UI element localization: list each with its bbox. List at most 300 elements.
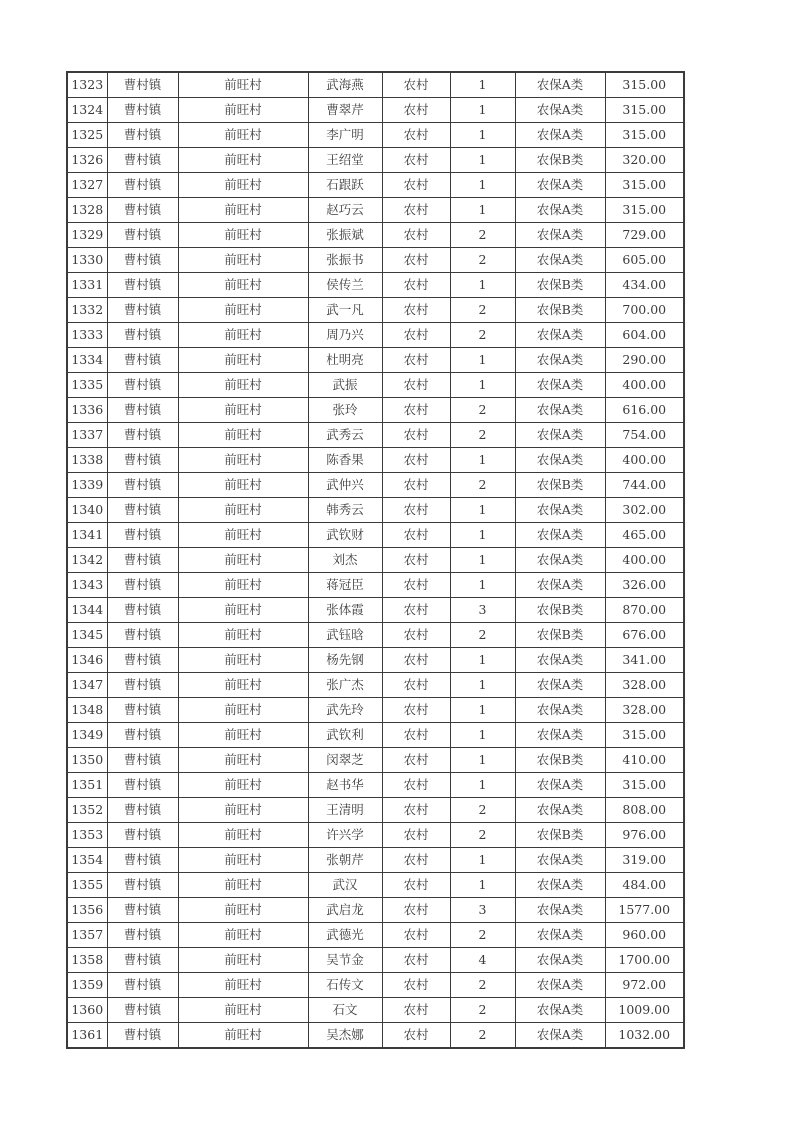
cell-village: 前旺村 — [178, 648, 308, 673]
cell-serial-number: 1327 — [67, 173, 107, 198]
cell-residence-type: 农村 — [382, 748, 450, 773]
cell-residence-type: 农村 — [382, 1023, 450, 1049]
cell-serial-number: 1337 — [67, 423, 107, 448]
cell-town: 曹村镇 — [107, 648, 178, 673]
cell-name: 侯传兰 — [308, 273, 382, 298]
cell-person-count: 1 — [450, 723, 515, 748]
cell-name: 赵巧云 — [308, 198, 382, 223]
cell-amount: 1032.00 — [605, 1023, 684, 1049]
cell-insurance-category: 农保A类 — [515, 973, 605, 998]
table-row — [67, 173, 684, 198]
cell-serial-number: 1340 — [67, 498, 107, 523]
table-row — [67, 98, 684, 123]
cell-village: 前旺村 — [178, 898, 308, 923]
cell-person-count: 2 — [450, 923, 515, 948]
table-row — [67, 898, 684, 923]
cell-village: 前旺村 — [178, 573, 308, 598]
cell-insurance-category: 农保A类 — [515, 898, 605, 923]
cell-serial-number: 1359 — [67, 973, 107, 998]
cell-village: 前旺村 — [178, 173, 308, 198]
cell-village: 前旺村 — [178, 98, 308, 123]
cell-town: 曹村镇 — [107, 873, 178, 898]
cell-amount: 744.00 — [605, 473, 684, 498]
cell-serial-number: 1351 — [67, 773, 107, 798]
cell-name: 杜明亮 — [308, 348, 382, 373]
cell-village: 前旺村 — [178, 323, 308, 348]
cell-name: 张体霞 — [308, 598, 382, 623]
cell-residence-type: 农村 — [382, 648, 450, 673]
cell-insurance-category: 农保B类 — [515, 823, 605, 848]
cell-serial-number: 1358 — [67, 948, 107, 973]
cell-person-count: 1 — [450, 548, 515, 573]
cell-person-count: 1 — [450, 198, 515, 223]
cell-person-count: 2 — [450, 248, 515, 273]
cell-town: 曹村镇 — [107, 473, 178, 498]
cell-insurance-category: 农保A类 — [515, 848, 605, 873]
cell-town: 曹村镇 — [107, 573, 178, 598]
cell-residence-type: 农村 — [382, 623, 450, 648]
cell-village: 前旺村 — [178, 848, 308, 873]
cell-serial-number: 1346 — [67, 648, 107, 673]
cell-residence-type: 农村 — [382, 473, 450, 498]
cell-serial-number: 1344 — [67, 598, 107, 623]
cell-name: 武启龙 — [308, 898, 382, 923]
cell-insurance-category: 农保A类 — [515, 348, 605, 373]
cell-serial-number: 1336 — [67, 398, 107, 423]
cell-village: 前旺村 — [178, 973, 308, 998]
cell-insurance-category: 农保A类 — [515, 798, 605, 823]
cell-residence-type: 农村 — [382, 898, 450, 923]
cell-insurance-category: 农保A类 — [515, 423, 605, 448]
cell-amount: 1577.00 — [605, 898, 684, 923]
cell-person-count: 2 — [450, 798, 515, 823]
cell-residence-type: 农村 — [382, 223, 450, 248]
cell-serial-number: 1328 — [67, 198, 107, 223]
cell-town: 曹村镇 — [107, 623, 178, 648]
cell-town: 曹村镇 — [107, 223, 178, 248]
pension-roster-table-container — [66, 71, 683, 1049]
cell-insurance-category: 农保A类 — [515, 248, 605, 273]
table-body — [67, 72, 684, 1048]
cell-amount: 328.00 — [605, 673, 684, 698]
cell-town: 曹村镇 — [107, 348, 178, 373]
cell-serial-number: 1323 — [67, 72, 107, 98]
cell-name: 陈香果 — [308, 448, 382, 473]
cell-village: 前旺村 — [178, 998, 308, 1023]
cell-person-count: 1 — [450, 573, 515, 598]
cell-village: 前旺村 — [178, 873, 308, 898]
cell-insurance-category: 农保A类 — [515, 1023, 605, 1049]
table-row — [67, 123, 684, 148]
cell-amount: 320.00 — [605, 148, 684, 173]
cell-town: 曹村镇 — [107, 173, 178, 198]
cell-amount: 326.00 — [605, 573, 684, 598]
cell-amount: 1700.00 — [605, 948, 684, 973]
cell-name: 赵书华 — [308, 773, 382, 798]
cell-insurance-category: 农保A类 — [515, 323, 605, 348]
table-row — [67, 248, 684, 273]
cell-person-count: 1 — [450, 173, 515, 198]
cell-person-count: 2 — [450, 223, 515, 248]
table-row — [67, 673, 684, 698]
cell-village: 前旺村 — [178, 298, 308, 323]
cell-residence-type: 农村 — [382, 423, 450, 448]
cell-village: 前旺村 — [178, 523, 308, 548]
cell-residence-type: 农村 — [382, 448, 450, 473]
cell-town: 曹村镇 — [107, 498, 178, 523]
cell-village: 前旺村 — [178, 773, 308, 798]
cell-insurance-category: 农保A类 — [515, 948, 605, 973]
table-row — [67, 698, 684, 723]
cell-person-count: 1 — [450, 348, 515, 373]
cell-residence-type: 农村 — [382, 823, 450, 848]
cell-name: 武仲兴 — [308, 473, 382, 498]
cell-village: 前旺村 — [178, 623, 308, 648]
cell-person-count: 1 — [450, 148, 515, 173]
table-row — [67, 948, 684, 973]
table-row — [67, 548, 684, 573]
cell-name: 武海燕 — [308, 72, 382, 98]
cell-amount: 700.00 — [605, 298, 684, 323]
cell-serial-number: 1334 — [67, 348, 107, 373]
cell-name: 张玲 — [308, 398, 382, 423]
cell-serial-number: 1339 — [67, 473, 107, 498]
cell-insurance-category: 农保A类 — [515, 448, 605, 473]
cell-person-count: 1 — [450, 748, 515, 773]
cell-name: 张朝芹 — [308, 848, 382, 873]
cell-village: 前旺村 — [178, 198, 308, 223]
table-row — [67, 423, 684, 448]
cell-person-count: 3 — [450, 598, 515, 623]
cell-serial-number: 1342 — [67, 548, 107, 573]
table-row — [67, 623, 684, 648]
cell-person-count: 1 — [450, 698, 515, 723]
cell-name: 石传文 — [308, 973, 382, 998]
cell-residence-type: 农村 — [382, 398, 450, 423]
cell-person-count: 1 — [450, 448, 515, 473]
cell-residence-type: 农村 — [382, 573, 450, 598]
cell-town: 曹村镇 — [107, 298, 178, 323]
cell-insurance-category: 农保A类 — [515, 723, 605, 748]
cell-amount: 808.00 — [605, 798, 684, 823]
cell-serial-number: 1356 — [67, 898, 107, 923]
cell-person-count: 1 — [450, 773, 515, 798]
cell-village: 前旺村 — [178, 823, 308, 848]
cell-name: 武德光 — [308, 923, 382, 948]
cell-name: 石文 — [308, 998, 382, 1023]
cell-insurance-category: 农保B类 — [515, 298, 605, 323]
cell-person-count: 2 — [450, 323, 515, 348]
table-row — [67, 273, 684, 298]
cell-insurance-category: 农保A类 — [515, 498, 605, 523]
cell-amount: 616.00 — [605, 398, 684, 423]
cell-residence-type: 农村 — [382, 148, 450, 173]
cell-town: 曹村镇 — [107, 198, 178, 223]
cell-amount: 302.00 — [605, 498, 684, 523]
cell-village: 前旺村 — [178, 598, 308, 623]
cell-insurance-category: 农保B类 — [515, 623, 605, 648]
table-row — [67, 473, 684, 498]
cell-village: 前旺村 — [178, 348, 308, 373]
cell-amount: 484.00 — [605, 873, 684, 898]
cell-insurance-category: 农保A类 — [515, 398, 605, 423]
cell-amount: 315.00 — [605, 123, 684, 148]
cell-residence-type: 农村 — [382, 848, 450, 873]
cell-residence-type: 农村 — [382, 373, 450, 398]
cell-village: 前旺村 — [178, 698, 308, 723]
cell-village: 前旺村 — [178, 798, 308, 823]
cell-serial-number: 1338 — [67, 448, 107, 473]
cell-town: 曹村镇 — [107, 598, 178, 623]
cell-town: 曹村镇 — [107, 548, 178, 573]
cell-person-count: 2 — [450, 973, 515, 998]
cell-serial-number: 1330 — [67, 248, 107, 273]
cell-name: 武钦财 — [308, 523, 382, 548]
cell-amount: 400.00 — [605, 373, 684, 398]
cell-serial-number: 1345 — [67, 623, 107, 648]
cell-town: 曹村镇 — [107, 423, 178, 448]
cell-residence-type: 农村 — [382, 323, 450, 348]
cell-name: 武先玲 — [308, 698, 382, 723]
cell-serial-number: 1341 — [67, 523, 107, 548]
cell-name: 石跟跃 — [308, 173, 382, 198]
cell-serial-number: 1331 — [67, 273, 107, 298]
cell-person-count: 1 — [450, 123, 515, 148]
cell-village: 前旺村 — [178, 548, 308, 573]
cell-town: 曹村镇 — [107, 923, 178, 948]
cell-residence-type: 农村 — [382, 348, 450, 373]
table-row — [67, 573, 684, 598]
cell-serial-number: 1332 — [67, 298, 107, 323]
cell-amount: 960.00 — [605, 923, 684, 948]
cell-residence-type: 农村 — [382, 273, 450, 298]
cell-insurance-category: 农保A类 — [515, 923, 605, 948]
cell-residence-type: 农村 — [382, 123, 450, 148]
cell-name: 武一凡 — [308, 298, 382, 323]
cell-town: 曹村镇 — [107, 448, 178, 473]
cell-residence-type: 农村 — [382, 173, 450, 198]
cell-name: 张振书 — [308, 248, 382, 273]
table-row — [67, 748, 684, 773]
table-row — [67, 598, 684, 623]
cell-village: 前旺村 — [178, 148, 308, 173]
cell-serial-number: 1352 — [67, 798, 107, 823]
cell-amount: 604.00 — [605, 323, 684, 348]
cell-name: 周乃兴 — [308, 323, 382, 348]
cell-village: 前旺村 — [178, 448, 308, 473]
cell-amount: 328.00 — [605, 698, 684, 723]
cell-name: 吴杰娜 — [308, 1023, 382, 1049]
cell-residence-type: 农村 — [382, 723, 450, 748]
cell-town: 曹村镇 — [107, 273, 178, 298]
cell-village: 前旺村 — [178, 748, 308, 773]
table-row — [67, 223, 684, 248]
cell-village: 前旺村 — [178, 723, 308, 748]
cell-person-count: 1 — [450, 373, 515, 398]
cell-village: 前旺村 — [178, 398, 308, 423]
cell-amount: 605.00 — [605, 248, 684, 273]
cell-residence-type: 农村 — [382, 498, 450, 523]
cell-town: 曹村镇 — [107, 123, 178, 148]
cell-amount: 976.00 — [605, 823, 684, 848]
cell-person-count: 2 — [450, 998, 515, 1023]
table-row — [67, 198, 684, 223]
cell-village: 前旺村 — [178, 72, 308, 98]
cell-insurance-category: 农保A类 — [515, 648, 605, 673]
cell-residence-type: 农村 — [382, 548, 450, 573]
cell-person-count: 1 — [450, 498, 515, 523]
cell-town: 曹村镇 — [107, 823, 178, 848]
cell-serial-number: 1354 — [67, 848, 107, 873]
cell-person-count: 1 — [450, 648, 515, 673]
cell-serial-number: 1349 — [67, 723, 107, 748]
table-row — [67, 348, 684, 373]
cell-village: 前旺村 — [178, 673, 308, 698]
cell-person-count: 2 — [450, 298, 515, 323]
cell-residence-type: 农村 — [382, 698, 450, 723]
cell-insurance-category: 农保A类 — [515, 123, 605, 148]
cell-town: 曹村镇 — [107, 848, 178, 873]
cell-residence-type: 农村 — [382, 673, 450, 698]
table-row — [67, 398, 684, 423]
table-row — [67, 998, 684, 1023]
table-row — [67, 823, 684, 848]
cell-person-count: 1 — [450, 273, 515, 298]
table-row — [67, 773, 684, 798]
cell-insurance-category: 农保A类 — [515, 223, 605, 248]
cell-amount: 315.00 — [605, 773, 684, 798]
cell-residence-type: 农村 — [382, 298, 450, 323]
cell-town: 曹村镇 — [107, 748, 178, 773]
table-row — [67, 72, 684, 98]
cell-person-count: 2 — [450, 398, 515, 423]
cell-amount: 972.00 — [605, 973, 684, 998]
cell-amount: 315.00 — [605, 723, 684, 748]
cell-amount: 290.00 — [605, 348, 684, 373]
cell-serial-number: 1347 — [67, 673, 107, 698]
cell-village: 前旺村 — [178, 273, 308, 298]
cell-town: 曹村镇 — [107, 72, 178, 98]
cell-person-count: 1 — [450, 523, 515, 548]
table-row — [67, 523, 684, 548]
cell-serial-number: 1324 — [67, 98, 107, 123]
cell-amount: 315.00 — [605, 173, 684, 198]
cell-amount: 315.00 — [605, 98, 684, 123]
cell-serial-number: 1348 — [67, 698, 107, 723]
cell-insurance-category: 农保B类 — [515, 598, 605, 623]
table-row — [67, 923, 684, 948]
table-row — [67, 1023, 684, 1049]
cell-serial-number: 1355 — [67, 873, 107, 898]
cell-town: 曹村镇 — [107, 973, 178, 998]
cell-serial-number: 1343 — [67, 573, 107, 598]
cell-insurance-category: 农保A类 — [515, 998, 605, 1023]
cell-serial-number: 1333 — [67, 323, 107, 348]
cell-amount: 676.00 — [605, 623, 684, 648]
table-row — [67, 873, 684, 898]
cell-residence-type: 农村 — [382, 248, 450, 273]
cell-insurance-category: 农保B类 — [515, 273, 605, 298]
cell-person-count: 1 — [450, 673, 515, 698]
cell-person-count: 2 — [450, 473, 515, 498]
cell-amount: 870.00 — [605, 598, 684, 623]
cell-amount: 341.00 — [605, 648, 684, 673]
cell-insurance-category: 农保A类 — [515, 173, 605, 198]
cell-town: 曹村镇 — [107, 248, 178, 273]
cell-town: 曹村镇 — [107, 898, 178, 923]
table-row — [67, 148, 684, 173]
table-row — [67, 973, 684, 998]
cell-name: 曹翠芹 — [308, 98, 382, 123]
cell-serial-number: 1353 — [67, 823, 107, 848]
cell-insurance-category: 农保B类 — [515, 473, 605, 498]
cell-village: 前旺村 — [178, 123, 308, 148]
cell-person-count: 2 — [450, 1023, 515, 1049]
cell-name: 张广杰 — [308, 673, 382, 698]
cell-town: 曹村镇 — [107, 523, 178, 548]
cell-insurance-category: 农保A类 — [515, 873, 605, 898]
table-row — [67, 323, 684, 348]
cell-village: 前旺村 — [178, 923, 308, 948]
cell-amount: 315.00 — [605, 198, 684, 223]
cell-village: 前旺村 — [178, 498, 308, 523]
cell-serial-number: 1360 — [67, 998, 107, 1023]
cell-insurance-category: 农保A类 — [515, 198, 605, 223]
cell-person-count: 1 — [450, 848, 515, 873]
cell-insurance-category: 农保A类 — [515, 673, 605, 698]
cell-town: 曹村镇 — [107, 398, 178, 423]
cell-name: 武钦利 — [308, 723, 382, 748]
cell-name: 武钰晗 — [308, 623, 382, 648]
cell-village: 前旺村 — [178, 423, 308, 448]
cell-amount: 319.00 — [605, 848, 684, 873]
cell-insurance-category: 农保B类 — [515, 748, 605, 773]
cell-town: 曹村镇 — [107, 98, 178, 123]
cell-person-count: 4 — [450, 948, 515, 973]
cell-name: 许兴学 — [308, 823, 382, 848]
cell-amount: 729.00 — [605, 223, 684, 248]
cell-person-count: 2 — [450, 823, 515, 848]
table-row — [67, 848, 684, 873]
cell-amount: 434.00 — [605, 273, 684, 298]
cell-amount: 754.00 — [605, 423, 684, 448]
cell-residence-type: 农村 — [382, 523, 450, 548]
cell-amount: 1009.00 — [605, 998, 684, 1023]
table-row — [67, 373, 684, 398]
table-row — [67, 448, 684, 473]
cell-town: 曹村镇 — [107, 998, 178, 1023]
cell-person-count: 1 — [450, 873, 515, 898]
cell-village: 前旺村 — [178, 1023, 308, 1049]
cell-name: 杨先钢 — [308, 648, 382, 673]
cell-residence-type: 农村 — [382, 948, 450, 973]
cell-name: 张振斌 — [308, 223, 382, 248]
cell-insurance-category: 农保A类 — [515, 698, 605, 723]
cell-residence-type: 农村 — [382, 198, 450, 223]
cell-insurance-category: 农保A类 — [515, 573, 605, 598]
cell-serial-number: 1335 — [67, 373, 107, 398]
cell-town: 曹村镇 — [107, 1023, 178, 1049]
cell-village: 前旺村 — [178, 373, 308, 398]
cell-residence-type: 农村 — [382, 798, 450, 823]
cell-name: 武秀云 — [308, 423, 382, 448]
cell-residence-type: 农村 — [382, 773, 450, 798]
cell-person-count: 2 — [450, 623, 515, 648]
cell-person-count: 3 — [450, 898, 515, 923]
cell-person-count: 2 — [450, 423, 515, 448]
cell-town: 曹村镇 — [107, 798, 178, 823]
cell-residence-type: 农村 — [382, 998, 450, 1023]
